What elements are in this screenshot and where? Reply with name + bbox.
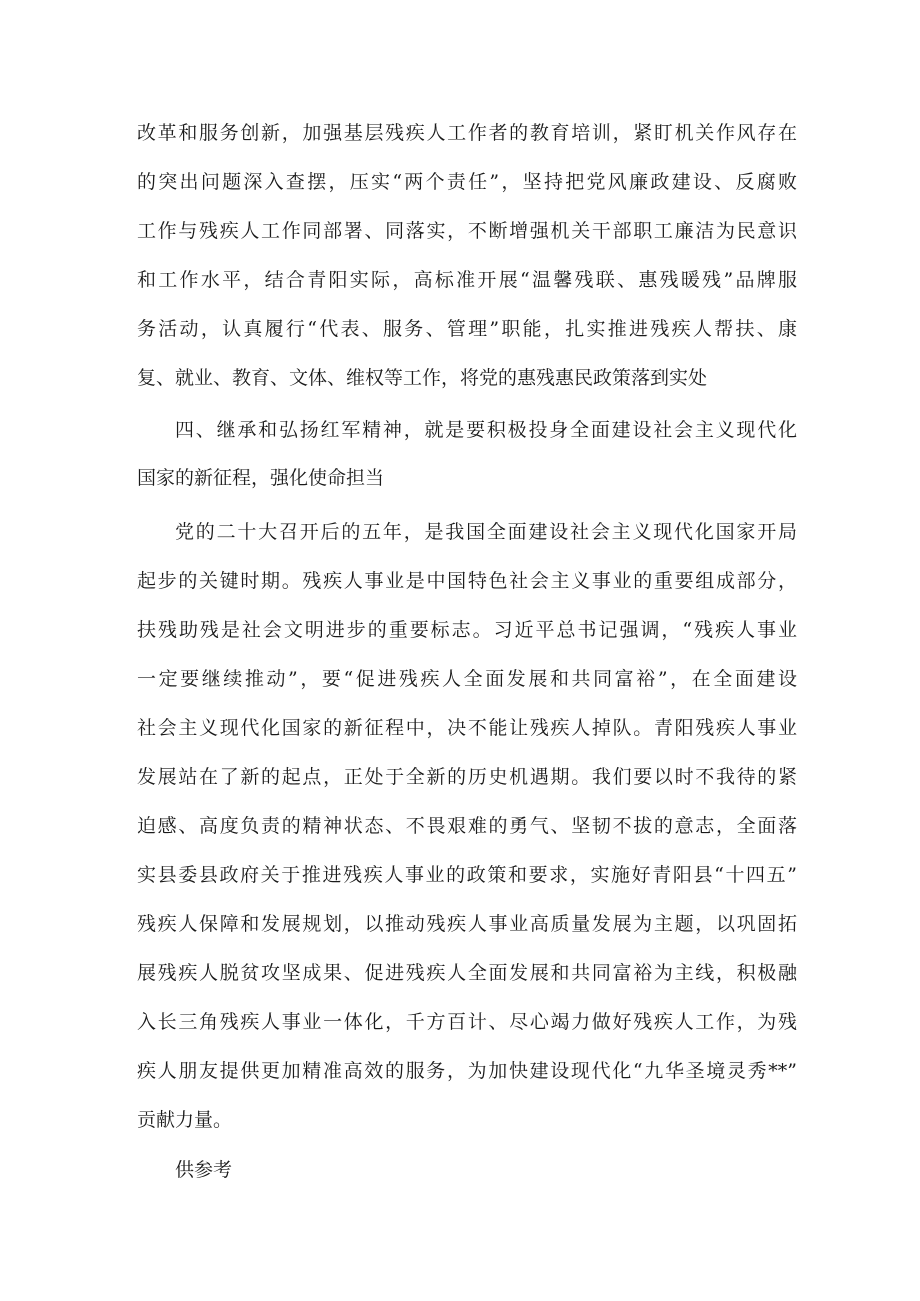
- paragraph-2-line-7: 迫感、高度负责的精神状态、不畏艰难的勇气、坚韧不拔的意志，全面落: [137, 815, 797, 837]
- paragraph-1-line-4: 和工作水平，结合青阳实际，高标准开展“温馨残联、惠残暖残”品牌服: [137, 269, 797, 291]
- closing-note: 供参考: [175, 1159, 233, 1181]
- paragraph-2-line-12: 疾人朋友提供更加精准高效的服务，为加快建设现代化“九华圣境灵秀**”: [137, 1060, 797, 1082]
- paragraph-1-line-2: 的突出问题深入查摆，压实“两个责任”，坚持把党风廉政建设、反腐败: [137, 171, 797, 193]
- paragraph-2-line-5: 社会主义现代化国家的新征程中，决不能让残疾人掉队。青阳残疾人事业: [137, 717, 797, 739]
- paragraph-1-line-5: 务活动，认真履行“代表、服务、管理”职能，扎实推进残疾人帮扶、康: [137, 318, 797, 340]
- section-4-heading-line-1: 四、继承和弘扬红军精神，就是要积极投身全面建设社会主义现代化: [175, 419, 797, 441]
- section-4-heading-line-2: 国家的新征程，强化使命担当: [137, 467, 385, 489]
- paragraph-2-line-13: 贡献力量。: [137, 1109, 233, 1131]
- paragraph-2-line-8: 实县委县政府关于推进残疾人事业的政策和要求，实施好青阳县“十四五”: [137, 864, 797, 886]
- paragraph-2-line-2: 起步的关键时期。残疾人事业是中国特色社会主义事业的重要组成部分，: [137, 570, 797, 592]
- paragraph-2-line-1: 党的二十大召开后的五年，是我国全面建设社会主义现代化国家开局: [175, 521, 797, 543]
- paragraph-2-line-10: 展残疾人脱贫攻坚成果、促进残疾人全面发展和共同富裕为主线，积极融: [137, 962, 797, 984]
- paragraph-1-line-1: 改革和服务创新，加强基层残疾人工作者的教育培训，紧盯机关作风存在: [137, 122, 797, 144]
- paragraph-1-line-3: 工作与残疾人工作同部署、同落实，不断增强机关干部职工廉洁为民意识: [137, 220, 797, 242]
- paragraph-2-line-3: 扶残助残是社会文明进步的重要标志。习近平总书记强调，“残疾人事业: [137, 619, 797, 641]
- paragraph-1-line-6: 复、就业、教育、文体、维权等工作，将党的惠残惠民政策落到实处: [137, 367, 708, 389]
- paragraph-2-line-6: 发展站在了新的起点，正处于全新的历史机遇期。我们要以时不我待的紧: [137, 766, 797, 788]
- paragraph-2-line-4: 一定要继续推动”，要“促进残疾人全面发展和共同富裕”，在全面建设: [137, 668, 797, 690]
- paragraph-2-line-9: 残疾人保障和发展规划，以推动残疾人事业高质量发展为主题，以巩固拓: [137, 913, 797, 935]
- paragraph-2-line-11: 入长三角残疾人事业一体化，千方百计、尽心竭力做好残疾人工作，为残: [137, 1011, 797, 1033]
